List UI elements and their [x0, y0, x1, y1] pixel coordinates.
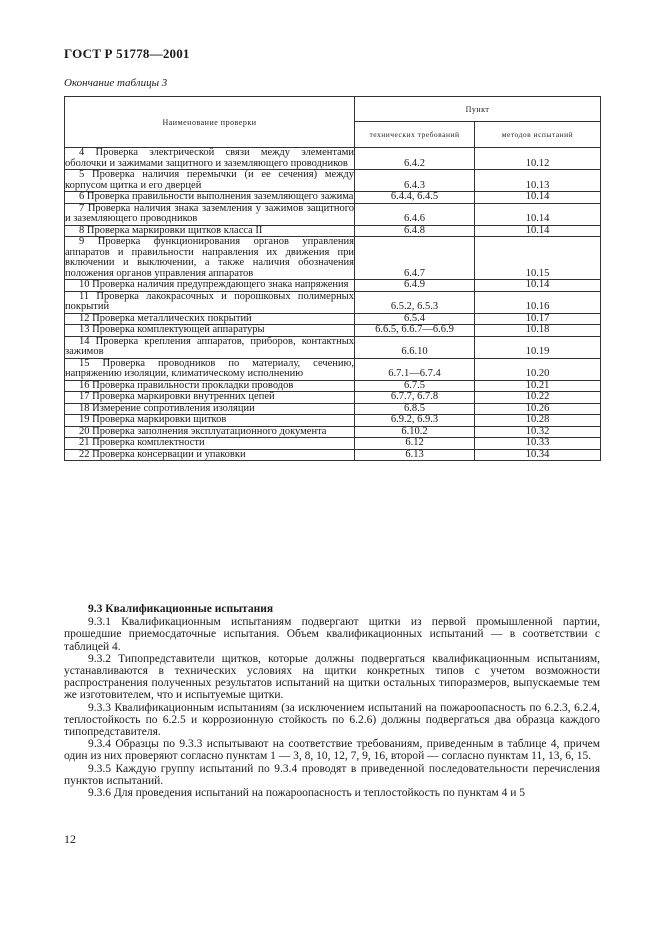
- table-row: [65, 449, 601, 461]
- document-code: ГОСТ Р 51778—2001: [64, 46, 190, 61]
- column-header-methods: методов испытаний: [475, 122, 601, 148]
- check-name-cell: 15 Проверка проводников по материалу, сечению, напряжению изоляции, климатическому исполнению: [65, 357, 354, 379]
- method-ref-cell: 10.14: [475, 203, 601, 225]
- tech-ref-cell: 6.7.1—6.7.4: [355, 358, 475, 380]
- check-name-cell: 13 Проверка комплектующей аппаратуры: [65, 325, 355, 337]
- table-row: [65, 170, 601, 192]
- check-name-cell: 19 Проверка маркировки щитков: [65, 415, 355, 427]
- method-ref-cell: 10.26: [475, 403, 601, 415]
- method-ref-cell: 10.15: [475, 237, 601, 280]
- table-row: [65, 380, 601, 392]
- table-row: [65, 313, 601, 325]
- method-ref-cell: 10.21: [475, 380, 601, 392]
- check-name-cell: 7 Проверка наличия знака заземления у зажимов защитного и заземляющего проводников: [65, 202, 354, 224]
- table-row: [65, 336, 601, 358]
- column-header-punkt: Пункт: [355, 97, 601, 122]
- table-row: [65, 291, 601, 313]
- tech-ref-cell: 6.9.2, 6.9.3: [355, 415, 475, 427]
- check-name-cell: 14 Проверка крепления аппаратов, приборов, контактных зажимов: [65, 335, 354, 357]
- table-row: [65, 438, 601, 450]
- method-ref-cell: 10.32: [475, 426, 601, 438]
- method-ref-cell: 10.14: [475, 225, 601, 237]
- tech-ref-cell: 6.4.4, 6.4.5: [355, 192, 475, 204]
- check-name-cell: 9 Проверка функционирования органов управления аппаратов и правильности направления их движения при включении и выключении, а также наличия обозначения положения органов управления аппаратов: [65, 236, 354, 279]
- table-row: [65, 403, 601, 415]
- tech-ref-cell: 6.4.9: [355, 280, 475, 292]
- table-body: [65, 148, 601, 461]
- tech-ref-cell: 6.7.7, 6.7.8: [355, 392, 475, 404]
- column-header-name: Наименование проверки: [65, 97, 355, 148]
- tech-ref-cell: 6.5.4: [355, 313, 475, 325]
- tech-ref-cell: 6.10.2: [355, 426, 475, 438]
- method-ref-cell: 10.13: [475, 170, 601, 192]
- table-row: [65, 148, 601, 170]
- check-name-cell: 12 Проверка металлических покрытий: [65, 313, 355, 325]
- tech-ref-cell: 6.6.5, 6.6.7—6.6.9: [355, 325, 475, 337]
- table-row: [65, 203, 601, 225]
- method-ref-cell: 10.34: [475, 449, 601, 461]
- check-name-cell: 20 Проверка заполнения эксплуатационного документа: [65, 426, 355, 438]
- tech-ref-cell: 6.4.2: [355, 148, 475, 170]
- method-ref-cell: 10.14: [475, 192, 601, 204]
- table-caption: Окончание таблицы 3: [64, 77, 168, 89]
- table-row: [65, 280, 601, 292]
- method-ref-cell: 10.12: [475, 148, 601, 170]
- table-row: [65, 237, 601, 280]
- tech-ref-cell: 6.5.2, 6.5.3: [355, 291, 475, 313]
- method-ref-cell: 10.28: [475, 415, 601, 427]
- tech-ref-cell: 6.4.6: [355, 203, 475, 225]
- table-row: [65, 192, 601, 204]
- tech-ref-cell: 6.4.8: [355, 225, 475, 237]
- section-heading: 9.3 Квалификационные испытания: [88, 603, 274, 615]
- tech-ref-cell: 6.12: [355, 438, 475, 450]
- method-ref-cell: 10.17: [475, 313, 601, 325]
- method-ref-cell: 10.14: [475, 280, 601, 292]
- tech-ref-cell: 6.13: [355, 449, 475, 461]
- column-header-tech: технических требований: [355, 122, 475, 148]
- table-row: [65, 358, 601, 380]
- paragraph: 9.3.3 Квалификационным испытаниям (за исключением испытаний на пожароопасность по 6.2.3, 6.2.4, теплостойкость по 6.2.5 и коррозионную стойкость по 6.2.6) должны подвергаться два образца каждого типопредставителя.: [64, 701, 600, 739]
- table-row: [65, 325, 601, 337]
- check-name-cell: 8 Проверка маркировки щитков класса II: [65, 225, 355, 237]
- check-name-cell: 21 Проверка комплектности: [65, 438, 355, 450]
- paragraph: 9.3.2 Типопредставители щитков, которые должны подвергаться квалификационным испытаниям, устанавливаются в технических условиях на щитки конкретных типов с учетом возможности распространения полученных результатов испытаний на щитки остальных типоразмеров, выпускаемые тем же изготовителем, что и испытуемые щитки.: [64, 652, 600, 702]
- page-number: 12: [64, 832, 76, 846]
- check-name-cell: 16 Проверка правильности прокладки проводов: [65, 380, 355, 392]
- tech-ref-cell: 6.7.5: [355, 380, 475, 392]
- paragraph: 9.3.1 Квалификационным испытаниям подвергают щитки из первой промышленной партии, прошедшие приемосдаточные испытания. Объем квалификационных испытаний — в соответствии с таблицей 4.: [64, 616, 600, 653]
- method-ref-cell: 10.20: [475, 358, 601, 380]
- table-row: [65, 225, 601, 237]
- checks-table: [64, 96, 601, 461]
- paragraph: 9.3.5 Каждую группу испытаний по 9.3.4 проводят в приведенной последовательности перечисления пунктов испытаний.: [64, 762, 600, 787]
- check-name-cell: 5 Проверка наличия перемычки (и ее сечения) между корпусом щитка и его дверцей: [65, 169, 354, 191]
- method-ref-cell: 10.19: [475, 336, 601, 358]
- tech-ref-cell: 6.8.5: [355, 403, 475, 415]
- paragraph: 9.3.4 Образцы по 9.3.3 испытывают на соответствие требованиям, приведенным в таблице 4, причем один из них проверяют согласно пунктам 1 — 3, 8, 10, 12, 7, 9, 16, второй — согласно пунктам 11, 13, 6, 15.: [64, 738, 600, 763]
- method-ref-cell: 10.33: [475, 438, 601, 450]
- table-row: [65, 415, 601, 427]
- method-ref-cell: 10.18: [475, 325, 601, 337]
- tech-ref-cell: 6.4.3: [355, 170, 475, 192]
- check-name-cell: 11 Проверка лакокрасочных и порошковых полимерных покрытий: [65, 290, 354, 312]
- check-name-cell: 4 Проверка электрической связи между элементами оболочки и зажимами защитного и заземляющего проводников: [65, 147, 354, 169]
- table-row: [65, 392, 601, 404]
- paragraph: 9.3.6 Для проведения испытаний на пожароопасность и теплостойкость по пунктам 4 и 5: [88, 787, 525, 800]
- table-row: [65, 426, 601, 438]
- method-ref-cell: 10.22: [475, 392, 601, 404]
- tech-ref-cell: 6.6.10: [355, 336, 475, 358]
- check-name-cell: 6 Проверка правильности выполнения заземляющего зажима: [65, 192, 355, 204]
- section-text: [64, 603, 600, 799]
- tech-ref-cell: 6.4.7: [355, 237, 475, 280]
- check-name-cell: 22 Проверка консервации и упаковки: [65, 449, 355, 461]
- check-name-cell: 18 Измерение сопротивления изоляции: [65, 403, 355, 415]
- check-name-cell: 17 Проверка маркировки внутренних цепей: [65, 392, 355, 404]
- method-ref-cell: 10.16: [475, 291, 601, 313]
- check-name-cell: 10 Проверка наличия предупреждающего знака напряжения: [65, 280, 355, 292]
